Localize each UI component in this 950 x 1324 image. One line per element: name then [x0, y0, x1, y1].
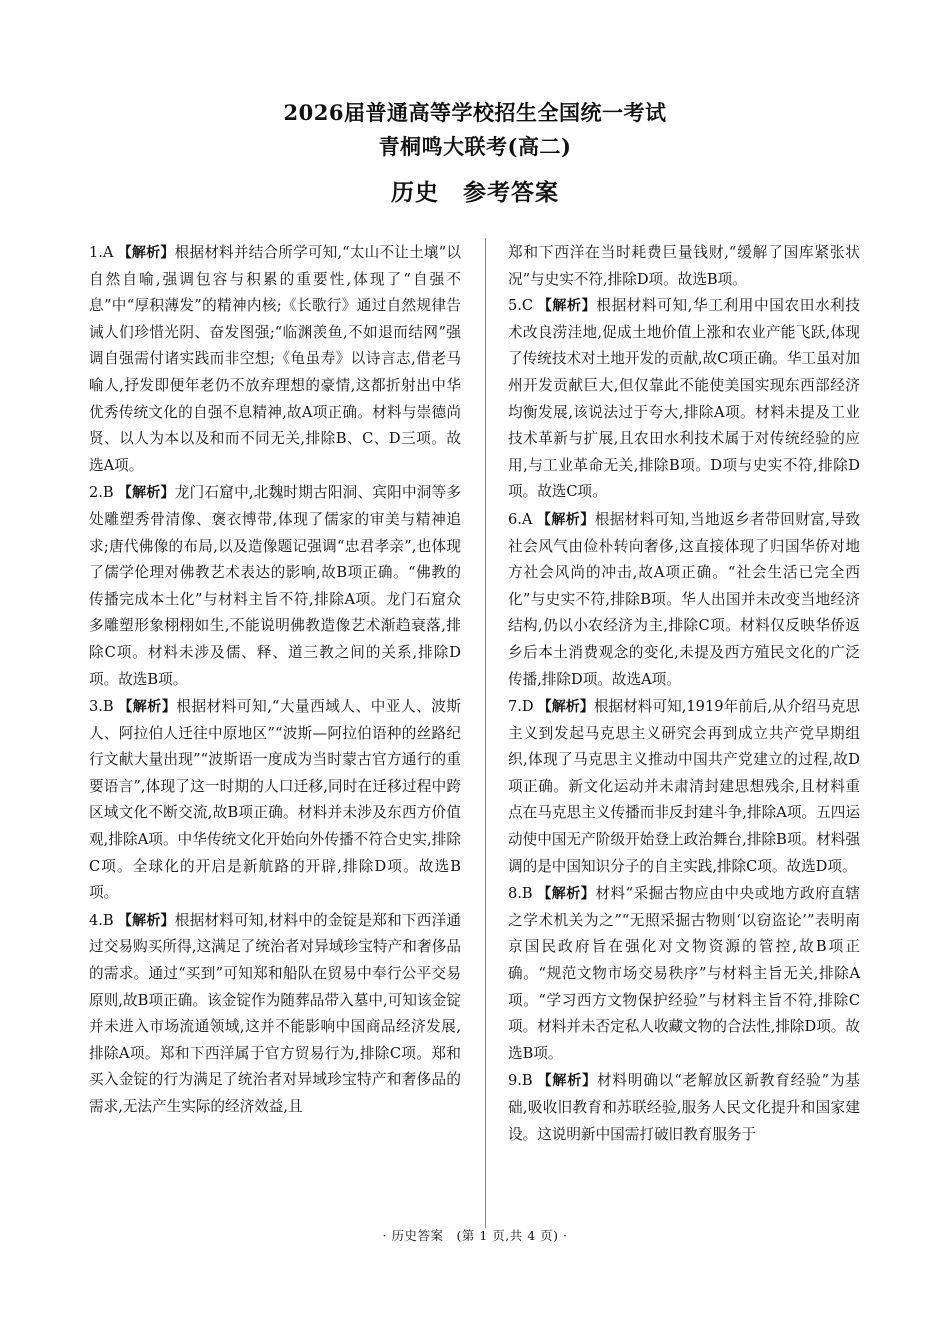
answer-text: 根据材料可知,“大量西域人、中亚人、波斯人、阿拉伯人迁往中原地区”“波斯—阿拉伯语种的丝路纪行文献大量出现”“波斯语一度成为当时蒙古官方通行的重要语言”,体现了这一时期的人口迁移,同时在迁移过程中跨区域文化不断交流,故B项正确。材料并未涉及东西方价值观,排除A项。中华传统文化开始向外传播不符合史实,排除C项。全球化的开启是新航路的开辟,排除D项。故选B项。 — [89, 698, 461, 902]
analysis-tag: 【解析】 — [536, 886, 596, 903]
answer-text: 根据材料可知,华工利用中国农田水利技术改良涝洼地,促成土地价值上涨和农业产能飞跃,体现了传统技术对土地开发的贡献,故C项正确。华工虽对加州开发贡献巨大,但仅靠此不能使美国实现东西部经济均衡发展,该说法过于夸大,排除A项。材料未提及工业技术革新与扩展,且农田水利技术属于对传统经验的应用,与工业革命无关,排除B项。D项与史实不符,排除D项。故选C项。 — [508, 297, 861, 501]
answer-item-1 — [89, 240, 461, 479]
answer-text: 根据材料并结合所学可知,“太山不让土壤”以自然自喻,强调包容与积累的重要性,体现了“自强不息”中“厚积薄发”的精神内核;《长歌行》通过自然规律告诫人们珍惜光阴、奋发图强;“临渊羡鱼,不如退而结网”强调自强需付诸实践而非空想;《龟虽寿》以诗言志,借老马喻人,抒发即便年老仍不放弃理想的豪情,这都折射出中华优秀传统文化的自强不息精神,故A项正确。材料与崇德尚贤、以人为本以及和而不同无关,排除B、C、D三项。故选A项。 — [89, 244, 462, 474]
header — [0, 98, 950, 210]
answer-number: 7.D — [508, 698, 534, 716]
answer-item-5 — [508, 293, 860, 506]
answer-text: 根据材料可知,当地返乡者带回财富,导致社会风气由俭朴转向奢侈,这直接体现了归国华侨对地方社会风尚的冲击,故A项正确。“社会生活已完全西化”与史实不符,排除B项。华人出国并未改变当地经济结构,仍以小农经济为主,排除C项。材料仅反映华侨返乡后本土消费观念的变化,未提及西方殖民文化的广泛传播,排除D项。故选A项。 — [508, 510, 861, 688]
analysis-tag: 【解析】 — [117, 485, 175, 502]
analysis-tag: 【解析】 — [537, 298, 597, 315]
answer-item-7 — [508, 694, 860, 880]
analysis-tag: 【解析】 — [536, 511, 595, 528]
analysis-tag: 【解析】 — [537, 699, 594, 716]
analysis-tag: 【解析】 — [117, 699, 177, 716]
right-column — [508, 240, 860, 1149]
answer-item-9 — [508, 1068, 860, 1148]
analysis-tag: 【解析】 — [117, 912, 175, 929]
answer-item-8 — [508, 881, 860, 1067]
column-divider — [485, 238, 486, 1228]
answer-text: 材料“采掘古物应由中央或地方政府直辖之学术机关为之”“无照采掘古物则‘以窃盗论’”表明南京国民政府旨在强化对文物资源的管控,故B项正确。“规范文物市场交易秩序”与材料主旨无关,排除A项。“学习西方文物保护经验”与材料主旨不符,排除C项。材料并未否定私人收藏文物的合法性,排除D项。故选B项。 — [508, 885, 861, 1062]
page-footer: · 历史答案 (第 1 页,共 4 页) · — [382, 1228, 568, 1243]
answer-number: 4.B — [89, 911, 114, 929]
answer-number: 6.A — [508, 510, 533, 528]
answer-text: 根据材料可知,材料中的金锭是郑和下西洋通过交易购买所得,这满足了统治者对异域珍宝特产和奢侈品的需求。通过“买到”可知郑和船队在贸易中奉行公平交易原则,故B项正确。该金锭作为随葬品带入墓中,可知该金锭并未进入市场流通领域,这并不能影响中国商品经济发展,排除A项。郑和下西洋属于官方贸易行为,排除C项。郑和买入金锭的行为满足了统治者对异域珍宝特产和奢侈品的需求,无法产生实际的经济效益,且 — [89, 911, 461, 1115]
answer-item-4-continued: 郑和下西洋在当时耗费巨量钱财,“缓解了国库紧张状况”与史实不符,排除D项。故选B项。 — [508, 244, 860, 288]
exam-subtitle: 青桐鸣大联考(高二) — [378, 134, 572, 159]
left-column — [89, 240, 461, 1122]
answer-text: 根据材料可知,1919年前后,从介绍马克思主义到发起马克思主义研究会再到成立共产党早期组织,体现了马克思主义推动中国共产党建立的过程,故D项正确。新文化运动并未肃清封建思想残余,且材料重点在马克思主义传播而非反封建斗争,排除A项。五四运动使中国无产阶级开始登上政治舞台,排除B项。材料强调的是中国知识分子的自主实践,排除C项。故选D项。 — [508, 698, 860, 875]
analysis-tag: 【解析】 — [536, 1073, 597, 1090]
answer-text: 龙门石窟中,北魏时期古阳洞、宾阳中洞等多处雕塑秀骨清像、褒衣博带,体现了儒家的审美与精神追求;唐代佛像的布局,以及造像题记强调“忠君孝亲”,也体现了儒学伦理对佛教艺术表达的影响,故B项正确。“佛教的传播完成本土化”与材料主旨不符,排除A项。龙门石窟众多雕塑形象栩栩如生,不能说明佛教造像艺术渐趋衰落,排除C项。材料未涉及儒、释、道三教之间的关系,排除D项。故选B项。 — [89, 484, 461, 688]
analysis-tag: 【解析】 — [117, 245, 175, 261]
answer-number: 3.B — [89, 698, 114, 716]
answer-item-4 — [89, 908, 461, 1121]
exam-title: 2026届普通高等学校招生全国统一考试 — [283, 100, 667, 125]
answer-number: 2.B — [89, 484, 114, 502]
answer-number: 5.C — [508, 297, 534, 315]
answer-item-3 — [89, 694, 461, 907]
answer-text: 材料明确以“老解放区新教育经验”为基础,吸收旧教育和苏联经验,服务人民文化提升和国家建设。这说明新中国需打破旧教育服务于 — [508, 1072, 860, 1143]
answer-number: 1.A — [89, 244, 114, 261]
answer-number: 8.B — [508, 885, 533, 903]
answer-item-6 — [508, 507, 860, 693]
answer-item-2 — [89, 480, 461, 693]
answer-number: 9.B — [508, 1072, 533, 1090]
page-title: 历史 参考答案 — [391, 179, 559, 206]
